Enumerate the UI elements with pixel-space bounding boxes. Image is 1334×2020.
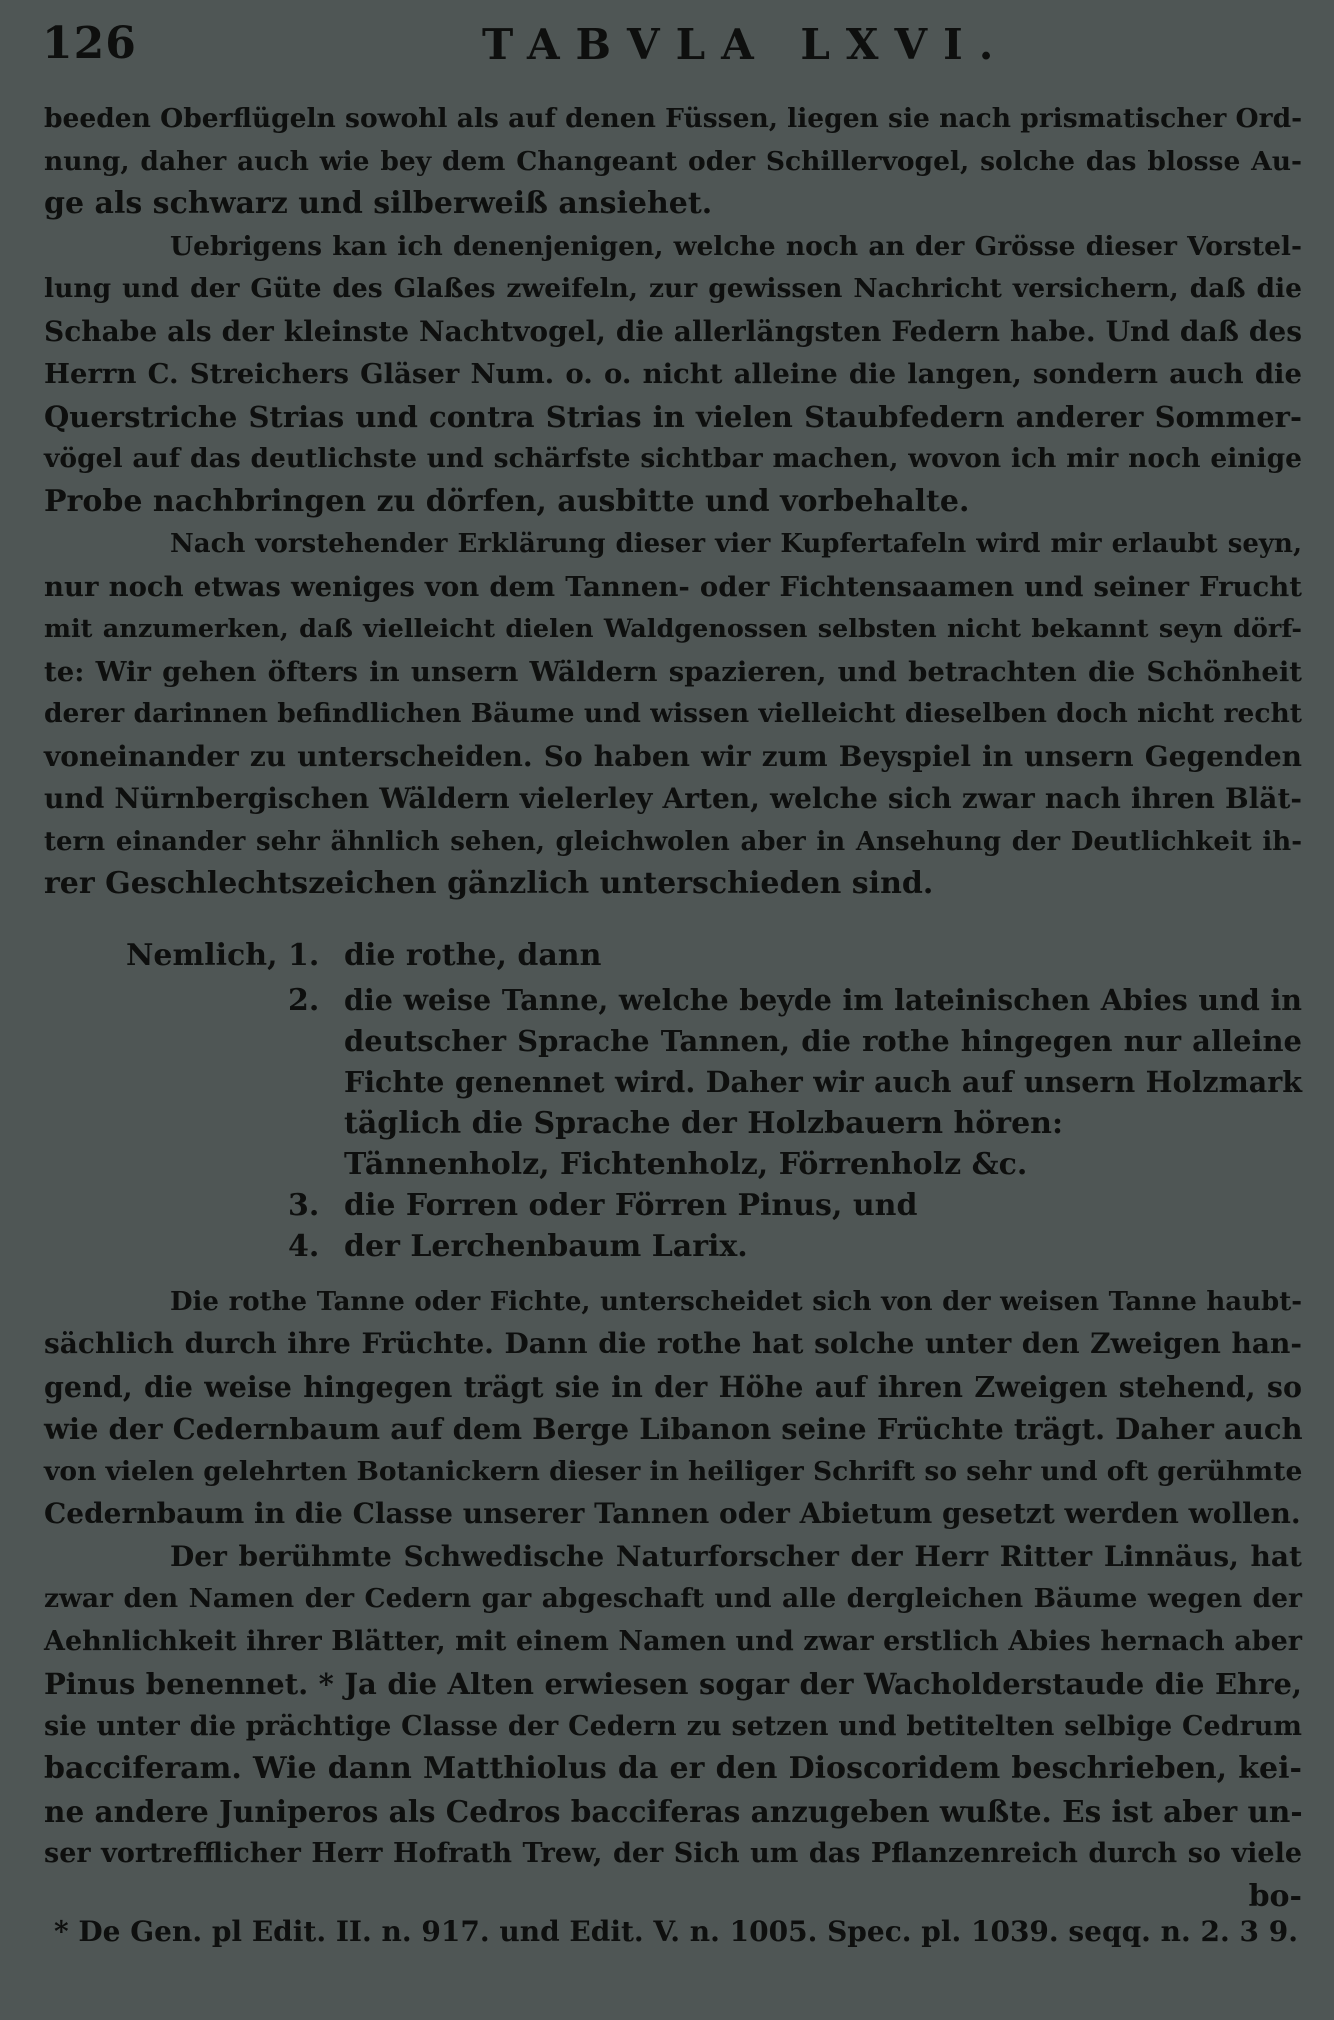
paragraph-3 xyxy=(44,523,1302,906)
text-line: Schabe als der kleinste Nachtvogel, die allerlängsten Federn habe. Und daß des xyxy=(44,314,1302,348)
text-line: mit anzumerken, daß vielleicht dielen Waldgenossen selbsten nicht bekannt seyn dörf- xyxy=(44,614,1302,644)
text-line: wie der Cedernbaum auf dem Berge Libanon seine Früchte trägt. Daher auch xyxy=(44,1412,1303,1446)
paragraph-1 xyxy=(44,98,1302,226)
text-line: Uebrigens kan ich denenjenigen, welche noch an der Grösse dieser Vorstel- xyxy=(170,230,1302,262)
text-line: nung, daher auch wie bey dem Changeant oder Schillervogel, solche das blosse Au- xyxy=(44,145,1302,177)
list-number: 1. xyxy=(288,937,320,973)
list-text: Tännenholz, Fichtenholz, Förrenholz &c. xyxy=(344,1146,1028,1182)
catchword: bo- xyxy=(1248,1878,1302,1914)
text-line: zwar den Namen der Cedern gar abgeschaft und alle dergleichen Bäume wegen der xyxy=(44,1583,1302,1614)
text-line: Probe nachbringen zu dörfen, ausbitte und vorbehalte. xyxy=(44,483,970,519)
text-line: ge als schwarz und silberweiß ansiehet. xyxy=(44,186,713,221)
text-line: nur noch etwas weniges von dem Tannen- oder Fichtensaamen und seiner Frucht xyxy=(44,570,1302,603)
list-item-1 xyxy=(44,932,1302,980)
list-text: deutscher Sprache Tannen, die rothe hingegen nur alleine xyxy=(344,1023,1302,1058)
text-line: Querstriche Strias und contra Strias in vielen Staubfedern anderer Sommer- xyxy=(44,399,1302,434)
list-number: 2. xyxy=(288,982,320,1018)
text-line: lung und der Güte des Glaßes zweifeln, zur gewissen Nachricht versichern, daß die xyxy=(44,273,1302,304)
list-item-2-line xyxy=(44,1144,1302,1185)
text-line: ne andere Juniperos als Cedros bacciferas anzugeben wußte. Es ist aber un- xyxy=(44,1793,1303,1829)
text-line: Herrn C. Streichers Gläser Num. o. o. nicht alleine die langen, sondern auch die xyxy=(44,358,1302,390)
text-line: Nach vorstehender Erklärung dieser vier Kupfertafeln wird mir erlaubt seyn, xyxy=(170,529,1302,559)
list-text: die rothe, dann xyxy=(344,937,602,973)
text-line: Aehnlichkeit ihrer Blätter, mit einem Namen und zwar erstlich Abies hernach aber xyxy=(44,1625,1302,1657)
text-line: derer darinnen befindlichen Bäume und wissen vielleicht dieselben doch nicht recht xyxy=(44,698,1302,729)
paragraph-5 xyxy=(44,1536,1302,1919)
running-title: TABVLA LXVI. xyxy=(482,20,1010,69)
spacer xyxy=(44,906,1302,932)
footnote: * De Gen. pl Edit. II. n. 917. und Edit. V. n. 1005. Spec. pl. 1039. seqq. n. 2. 3 9. xyxy=(54,1915,1298,1948)
paragraph-4 xyxy=(44,1281,1302,1536)
paragraph-2 xyxy=(44,226,1302,524)
list-text: Fichte genennet wird. Daher wir auch auf unsern Holzmark xyxy=(344,1064,1302,1099)
list-item-2-line xyxy=(44,1062,1302,1103)
text-line: sächlich durch ihre Früchte. Dann die rothe hat solche unter den Zweigen han- xyxy=(44,1327,1302,1360)
page-body xyxy=(44,98,1302,1918)
text-line: te: Wir gehen öfters in unsern Wäldern spazieren, und betrachten die Schönheit xyxy=(44,655,1302,688)
text-line: ser vortrefflicher Herr Hofrath Trew, der Sich um das Pflanzenreich durch so viele xyxy=(44,1838,1302,1869)
page-number: 126 xyxy=(42,18,137,69)
spacer xyxy=(44,1267,1302,1281)
list-text: täglich die Sprache der Holzbauern hören: xyxy=(344,1105,1064,1141)
list-text: die Forren oder Förren Pinus, und xyxy=(344,1187,918,1223)
tree-list xyxy=(44,932,1302,1267)
list-item-2-line xyxy=(44,1021,1302,1062)
list-lead: Nemlich, xyxy=(126,937,278,973)
list-number: 4. xyxy=(288,1228,320,1264)
text-line: sie unter die prächtige Classe der Cedern zu setzen und betitelten selbige Cedrum xyxy=(44,1710,1302,1742)
list-item-4 xyxy=(44,1226,1302,1267)
list-number: 3. xyxy=(288,1187,320,1223)
text-line: rer Geschlechtszeichen gänzlich unterschieden sind. xyxy=(44,866,934,901)
text-line: von vielen gelehrten Botanickern dieser in heiliger Schrift so sehr und oft gerühmte xyxy=(44,1455,1303,1487)
list-text: die weise Tanne, welche beyde im lateinischen Abies und in xyxy=(344,982,1302,1017)
list-item-2-line xyxy=(44,1103,1302,1144)
text-line: voneinander zu unterscheiden. So haben wir zum Beyspiel in unsern Gegenden xyxy=(44,739,1302,773)
text-line: bacciferam. Wie dann Matthiolus da er den Dioscoridem beschrieben, kei- xyxy=(44,1751,1302,1786)
page-header xyxy=(42,18,1292,78)
list-text: der Lerchenbaum Larix. xyxy=(344,1228,748,1264)
text-line: vögel auf das deutlichste und schärfste sichtbar machen, wovon ich mir noch einige xyxy=(44,443,1302,474)
text-line: Der berühmte Schwedische Naturforscher der Herr Ritter Linnäus, hat xyxy=(170,1539,1302,1573)
text-line: beeden Oberflügeln sowohl als auf denen Füssen, liegen sie nach prismatischer Ord- xyxy=(44,103,1303,134)
text-line: und Nürnbergischen Wäldern vielerley Arten, welche sich zwar nach ihren Blät- xyxy=(44,782,1302,815)
text-line: tern einander sehr ähnlich sehen, gleichwolen aber in Ansehung der Deutlichkeit ih- xyxy=(44,826,1302,857)
list-item-2 xyxy=(44,980,1302,1021)
text-line: Pinus benennet. * Ja die Alten erwiesen sogar der Wacholderstaude die Ehre, xyxy=(44,1667,1302,1701)
text-line: gend, die weise hingegen trägt sie in der Höhe auf ihren Zweigen stehend, so xyxy=(44,1369,1302,1404)
text-line: Die rothe Tanne oder Fichte, unterscheidet sich von der weisen Tanne haubt- xyxy=(170,1286,1302,1317)
list-item-3 xyxy=(44,1185,1302,1226)
text-line: Cedernbaum in die Classe unserer Tannen oder Abietum gesetzt werden wollen. xyxy=(44,1497,1301,1530)
